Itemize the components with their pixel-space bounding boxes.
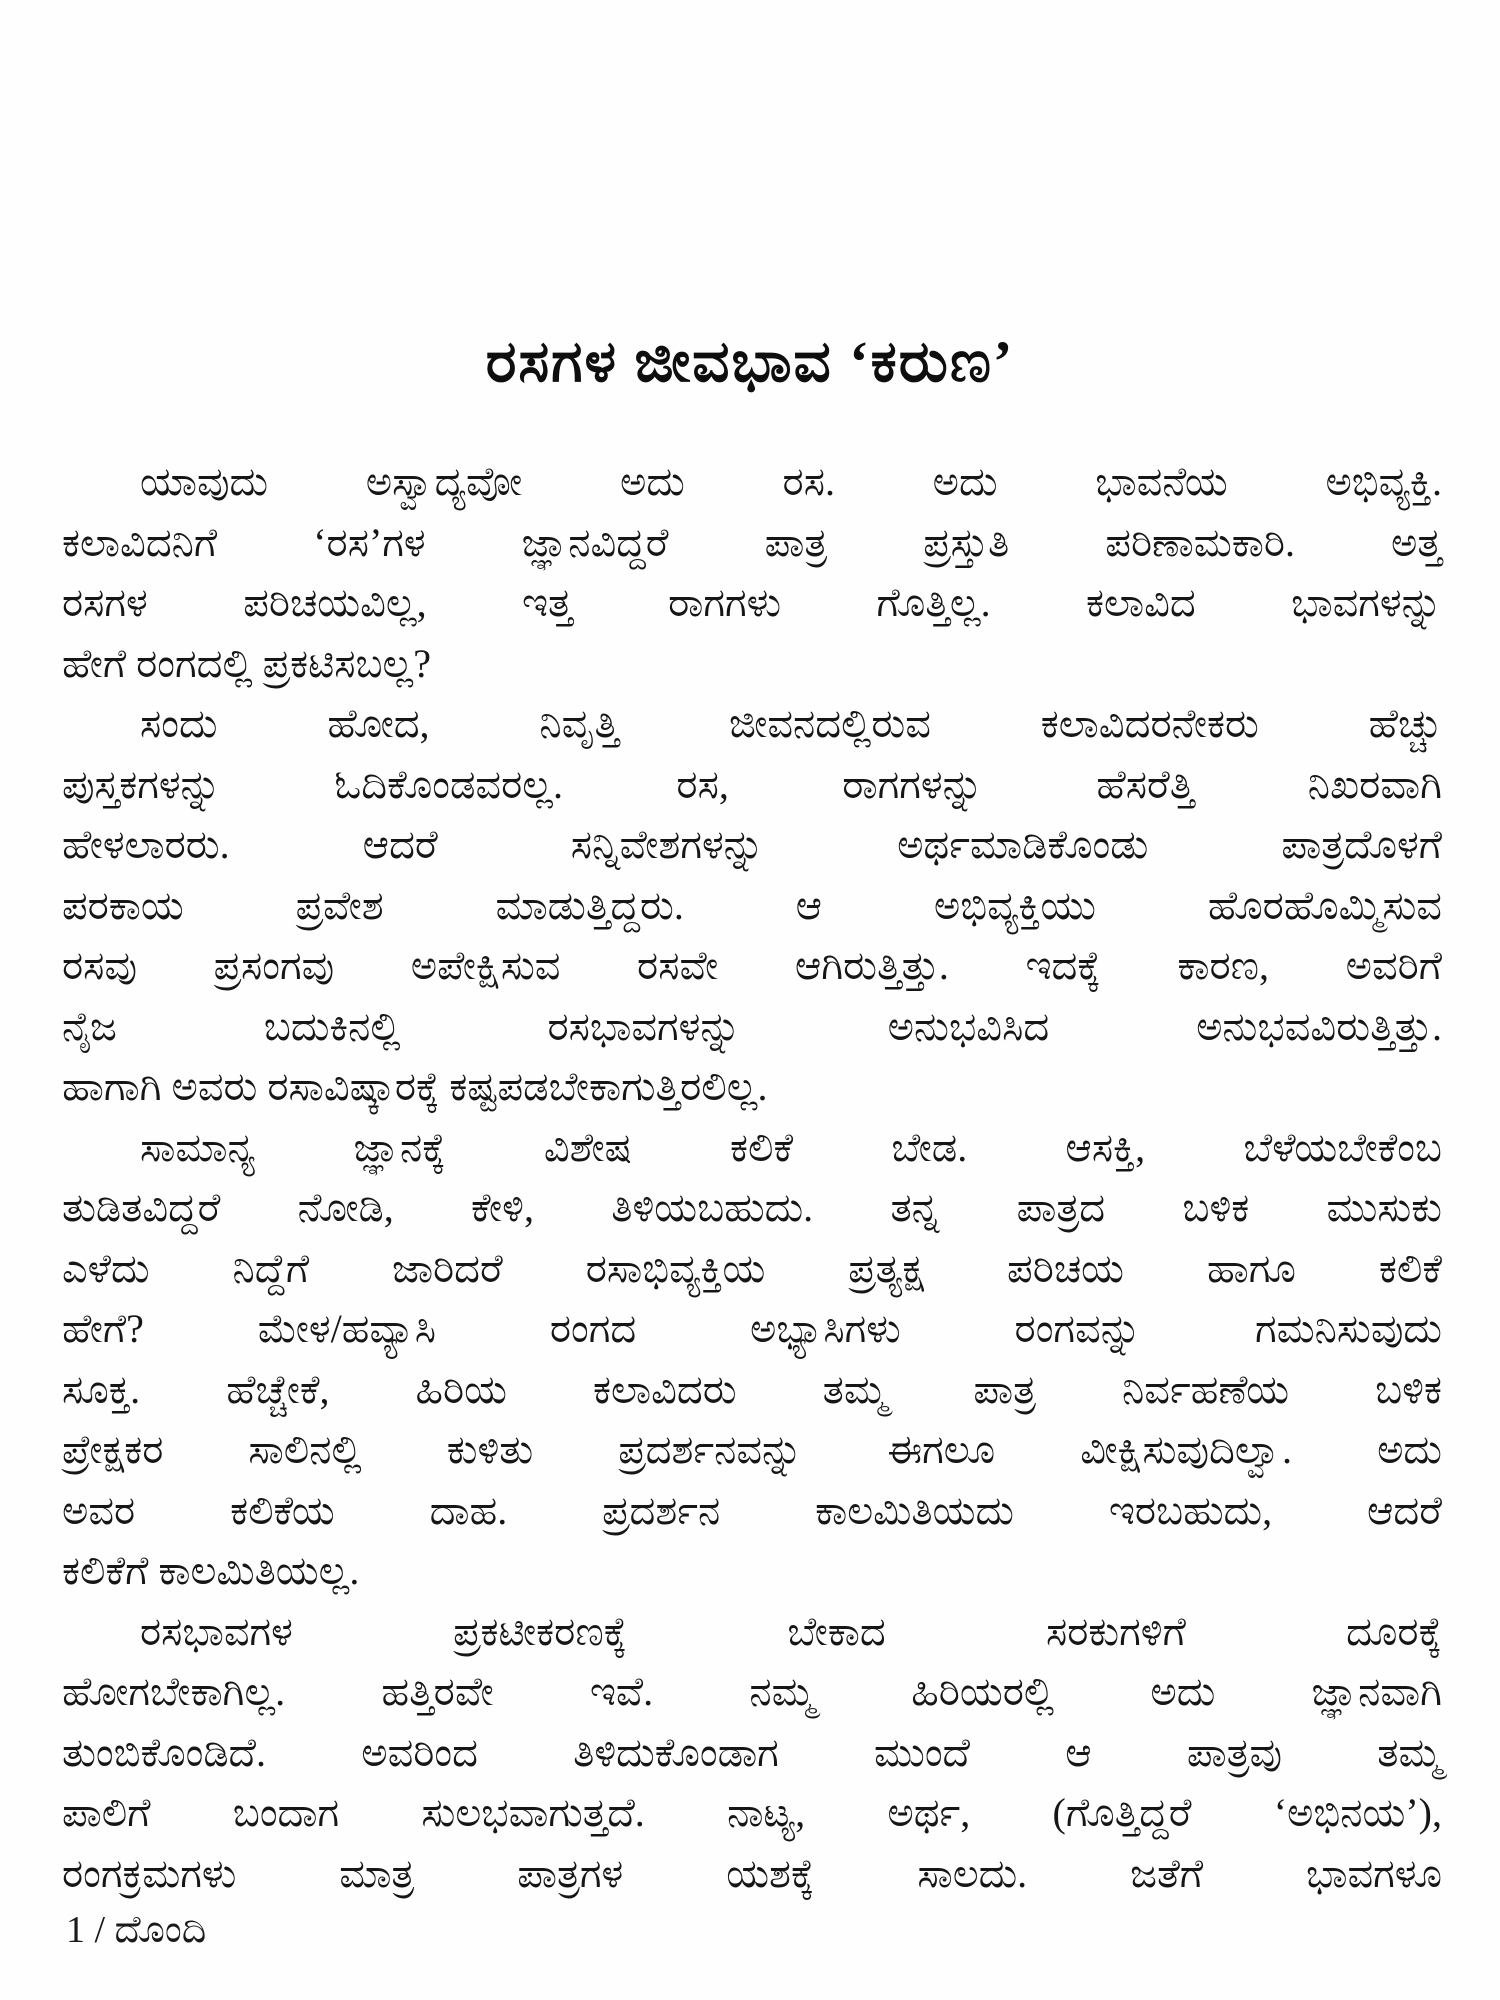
text-line: ಪಾಲಿಗೆ ಬಂದಾಗ ಸುಲಭವಾಗುತ್ತದೆ. ನಾಟ್ಯ, ಅರ್ಥ, (ಗೊತ್ತಿದ್ದರೆ ‘ಅಭಿನಯ’), [62, 1790, 1442, 1835]
body-text [62, 452, 1442, 1904]
text-line: ಹೇಗೆ? ಮೇಳ/ಹವ್ಯಾಸಿ ರಂಗದ ಅಭ್ಯಾಸಿಗಳು ರಂಗವನ್ನು ಗಮನಿಸುವುದು [62, 1306, 1442, 1351]
text-line: ತುಂಬಿಕೊಂಡಿದೆ. ಅವರಿಂದ ತಿಳಿದುಕೊಂಡಾಗ ಮುಂದೆ ಆ ಪಾತ್ರವು ತಮ್ಮ [62, 1729, 1442, 1775]
text-line: ಕಲಾವಿದನಿಗೆ ‘ರಸ’ಗಳ ಜ್ಞಾನವಿದ್ದರೆ ಪಾತ್ರ ಪ್ರಸ್ತುತಿ ಪರಿಣಾಮಕಾರಿ. ಅತ್ತ [62, 519, 1442, 565]
text-line: ಸೂಕ್ತ. ಹೆಚ್ಚೇಕೆ, ಹಿರಿಯ ಕಲಾವಿದರು ತಮ್ಮ ಪಾತ್ರ ನಿರ್ವಹಣೆಯ ಬಳಿಕ [62, 1366, 1442, 1412]
page-footer: 1 / ದೊಂದಿ [66, 1909, 207, 1951]
text-line: ರಸಭಾವಗಳ ಪ್ರಕಟೀಕರಣಕ್ಕೆ ಬೇಕಾದ ಸರಕುಗಳಿಗೆ ದೂರಕ್ಕೆ [140, 1608, 1442, 1654]
text-line: ಹೇಗೆ ರಂಗದಲ್ಲಿ ಪ್ರಕಟಿಸಬಲ್ಲ? [62, 640, 431, 686]
text-line: ಹೇಳಲಾರರು. ಆದರೆ ಸನ್ನಿವೇಶಗಳನ್ನು ಅರ್ಥಮಾಡಿಕೊಂಡು ಪಾತ್ರದೊಳಗೆ [62, 822, 1442, 867]
text-line: ರಸಗಳ ಪರಿಚಯವಿಲ್ಲ, ಇತ್ತ ರಾಗಗಳು ಗೊತ್ತಿಲ್ಲ. ಕಲಾವಿದ ಭಾವಗಳನ್ನು [62, 580, 1442, 625]
text-line: ರಸವು ಪ್ರಸಂಗವು ಅಪೇಕ್ಷಿಸುವ ರಸವೇ ಆಗಿರುತ್ತಿತ್ತು. ಇದಕ್ಕೆ ಕಾರಣ, ಅವರಿಗೆ [62, 943, 1442, 988]
text-line: ಸಾಮಾನ್ಯ ಜ್ಞಾನಕ್ಕೆ ವಿಶೇಷ ಕಲಿಕೆ ಬೇಡ. ಆಸಕ್ತಿ, ಬೆಳೆಯಬೇಕೆಂಬ [140, 1124, 1442, 1170]
text-line: ಪ್ರೇಕ್ಷಕರ ಸಾಲಿನಲ್ಲಿ ಕುಳಿತು ಪ್ರದರ್ಶನವನ್ನು ಈಗಲೂ ವೀಕ್ಷಿಸುವುದಿಲ್ವಾ. ಅದು [62, 1427, 1442, 1472]
text-line: ಅವರ ಕಲಿಕೆಯ ದಾಹ. ಪ್ರದರ್ಶನ ಕಾಲಮಿತಿಯದು ಇರಬಹುದು, ಆದರೆ [62, 1487, 1442, 1533]
text-line: ತುಡಿತವಿದ್ದರೆ ನೋಡಿ, ಕೇಳಿ, ತಿಳಿಯಬಹುದು. ತನ್ನ ಪಾತ್ರದ ಬಳಿಕ ಮುಸುಕು [62, 1185, 1442, 1230]
text-line: ಹಾಗಾಗಿ ಅವರು ರಸಾವಿಷ್ಕಾರಕ್ಕೆ ಕಷ್ಟಪಡಬೇಕಾಗುತ್ತಿರಲಿಲ್ಲ. [62, 1064, 768, 1109]
text-line: ಪುಸ್ತಕಗಳನ್ನು ಓದಿಕೊಂಡವರಲ್ಲ. ರಸ, ರಾಗಗಳನ್ನು ಹೆಸರೆತ್ತಿ ನಿಖರವಾಗಿ [62, 761, 1442, 807]
text-line: ಪರಕಾಯ ಪ್ರವೇಶ ಮಾಡುತ್ತಿದ್ದರು. ಆ ಅಭಿವ್ಯಕ್ತಿಯು ಹೊರಹೊಮ್ಮಿಸುವ [62, 882, 1442, 928]
text-line: ಕಲಿಕೆಗೆ ಕಾಲಮಿತಿಯಲ್ಲ. [62, 1548, 360, 1593]
page-title: ರಸಗಳ ಜೀವಭಾವ ‘ಕರುಣ’ [485, 329, 1015, 394]
text-line: ಹೋಗಬೇಕಾಗಿಲ್ಲ. ಹತ್ತಿರವೇ ಇವೆ. ನಮ್ಮ ಹಿರಿಯರಲ್ಲಿ ಅದು ಜ್ಞಾನವಾಗಿ [62, 1669, 1442, 1714]
text-line: ಯಾವುದು ಅಸ್ವಾದ್ಯವೋ ಅದು ರಸ. ಅದು ಭಾವನೆಯ ಅಭಿವ್ಯಕ್ತಿ. [140, 459, 1442, 504]
text-line: ರಂಗಕ್ರಮಗಳು ಮಾತ್ರ ಪಾತ್ರಗಳ ಯಶಕ್ಕೆ ಸಾಲದು. ಜತೆಗೆ ಭಾವಗಳೂ [62, 1850, 1442, 1896]
text-line: ನೈಜ ಬದುಕಿನಲ್ಲಿ ರಸಭಾವಗಳನ್ನು ಅನುಭವಿಸಿದ ಅನುಭವವಿರುತ್ತಿತ್ತು. [62, 1003, 1442, 1049]
text-line: ಸಂದು ಹೋದ, ನಿವೃತ್ತಿ ಜೀವನದಲ್ಲಿರುವ ಕಲಾವಿದರನೇಕರು ಹೆಚ್ಚು [140, 701, 1442, 746]
text-line: ಎಳೆದು ನಿದ್ದೆಗೆ ಜಾರಿದರೆ ರಸಾಭಿವ್ಯಕ್ತಿಯ ಪ್ರತ್ಯಕ್ಷ ಪರಿಚಯ ಹಾಗೂ ಕಲಿಕೆ [62, 1245, 1442, 1291]
